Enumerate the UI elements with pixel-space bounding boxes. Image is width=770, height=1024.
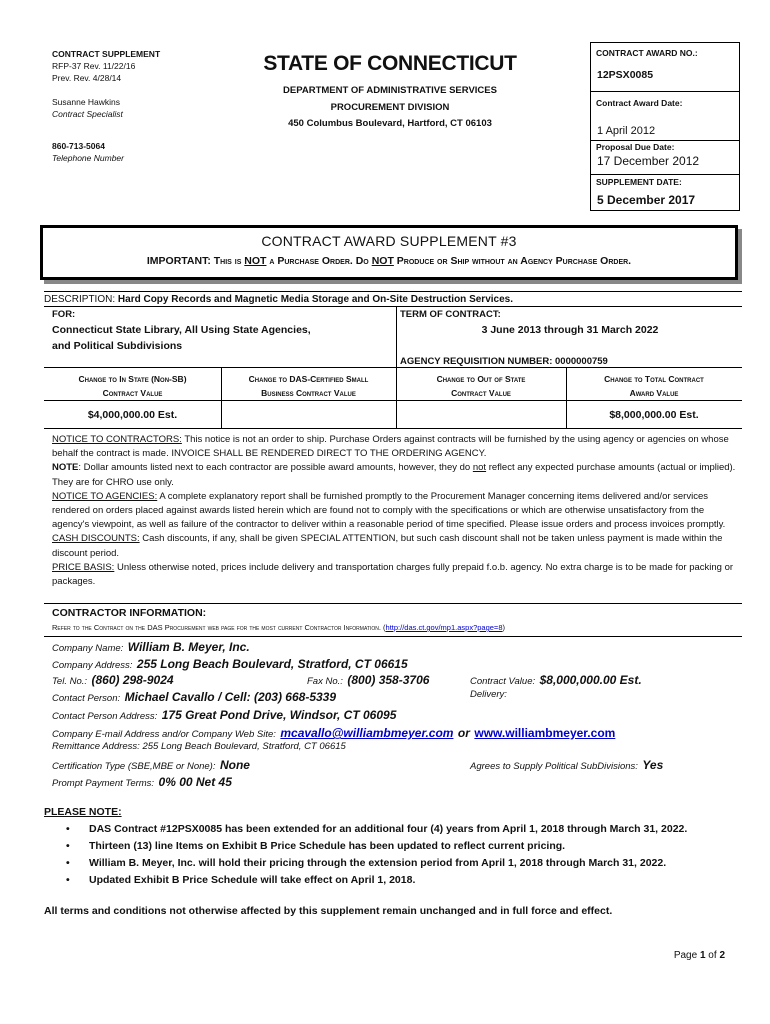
- company-address: 255 Long Beach Boulevard, Stratford, CT 06615: [136, 657, 408, 671]
- form-prev-revision: Prev. Rev. 4/28/14: [52, 73, 122, 83]
- contractor-info-reference: Refer to the Contract on the DAS Procurement web page for the most current Contractor Information. (http://das.ct.gov/mp1.aspx?page=8): [52, 623, 505, 632]
- delivery-label: Delivery:: [470, 689, 507, 700]
- note: NOTE: Dollar amounts listed next to each contractor are possible award amounts, however, they do not reflect any expected purchase amounts (actual or implied). They are for CHRO use only.: [52, 462, 736, 488]
- requisition-number: AGENCY REQUISITION NUMBER: 0000000759: [400, 356, 608, 367]
- division-name: PROCUREMENT DIVISION: [330, 102, 450, 113]
- political-subdivisions: Yes: [642, 758, 664, 772]
- prompt-payment-row: Prompt Payment Terms: 0% 00 Net 45: [52, 775, 232, 789]
- cash-discounts: CASH DISCOUNTS: Cash discounts, if any, shall be given SPECIAL ATTENTION, but such cash discount shall not be taken unless payment is made within the discount period.: [52, 533, 723, 559]
- closing-statement: All terms and conditions not otherwise affected by this supplement remain unchanged and in full force and effect.: [44, 905, 613, 917]
- department-address: 450 Columbus Boulevard, Hartford, CT 06103: [288, 118, 492, 129]
- please-note-item: • William B. Meyer, Inc. will hold their pricing through the extension period from April 1, 2018 through March 31, 2022.: [44, 855, 744, 872]
- contact-address-row: Contact Person Address: 175 Great Pond Drive, Windsor, CT 06095: [52, 708, 397, 722]
- award-date-label: Contract Award Date:: [596, 98, 683, 108]
- supplement-date-box: [590, 174, 740, 211]
- form-title: CONTRACT SUPPLEMENT: [52, 49, 161, 59]
- important-suffix: Produce or Ship without an Agency Purchase Order.: [393, 255, 632, 267]
- fax-row: Fax No.: (800) 358-3706: [307, 673, 430, 687]
- important-not-2: NOT: [371, 255, 394, 267]
- please-note-section: [44, 806, 744, 917]
- in-state-value-header: Change to In State (Non-SB) Contract Value: [78, 374, 187, 398]
- supplement-date-label: SUPPLEMENT DATE:: [596, 177, 682, 187]
- award-number-label: CONTRACT AWARD NO.:: [596, 48, 698, 58]
- state-title: STATE OF CONNECTICUT: [263, 52, 517, 75]
- certification-row: Certification Type (SBE,MBE or None): None: [52, 758, 250, 772]
- please-note-heading: PLEASE NOTE:: [44, 806, 122, 818]
- header-center: [240, 50, 540, 131]
- award-date: 1 April 2012: [597, 125, 656, 137]
- price-basis: PRICE BASIS: Unless otherwise noted, prices include delivery and transportation charges fully prepaid f.o.b. agency. No extra charge is to be made for packing or packages.: [52, 561, 734, 588]
- supplement-banner: [40, 225, 738, 280]
- remittance-address: Remittance Address: 255 Long Beach Boulevard, Stratford, CT 06615: [52, 741, 346, 752]
- telephone-label: Telephone Number: [52, 153, 124, 163]
- description-label: DESCRIPTION:: [44, 294, 116, 305]
- important-not-1: NOT: [244, 255, 267, 267]
- notice-to-agencies: NOTICE TO AGENCIES: A complete explanatory report shall be furnished promptly to the Procurement Manager concerning items delivered and/or services rendered on orders placed against awards listed herein which are found not to comply with the specifications or which are otherwise unsatisfactory from the agency's viewpoint, as well as failure of the contractor to deliver within a reasonable period of time specified. Please issue orders and process invoices promptly.: [52, 490, 726, 531]
- company-address-row: Company Address: 255 Long Beach Boulevard, Stratford, CT 06615: [52, 657, 408, 671]
- description: [44, 294, 742, 305]
- contact-address: 175 Great Pond Drive, Windsor, CT 06095: [161, 708, 397, 722]
- proposal-due-date: 17 December 2012: [597, 154, 700, 168]
- company-website-link[interactable]: www.williambmeyer.com: [474, 726, 616, 740]
- notice-to-contractors: NOTICE TO CONTRACTORS: This notice is not an order to ship. Purchase Orders against contracts will be furnished by the using agency or agencies on whose behalf the contract is made. INVOICE SHALL BE RENDERED DIRECT TO THE ORDERING AGENCY.: [52, 434, 729, 460]
- header-left: [52, 48, 222, 164]
- company-name: William B. Meyer, Inc.: [127, 640, 250, 654]
- for-text-line-2: and Political Subdivisions: [52, 340, 183, 352]
- term-text: 3 June 2013 through 31 March 2022: [481, 324, 659, 336]
- description-text: Hard Copy Records and Magnetic Media Storage and On-Site Destruction Services.: [117, 294, 513, 305]
- supplement-date: 5 December 2017: [597, 193, 696, 207]
- in-state-value: $4,000,000.00 Est.: [87, 409, 178, 421]
- contact-person: Michael Cavallo / Cell: (203) 668-5339: [124, 690, 337, 704]
- please-note-item: • Thirteen (13) line Items on Exhibit B Price Schedule has been updated to reflect current pricing.: [44, 838, 744, 855]
- contractor-details: [52, 638, 742, 788]
- please-note-list: [44, 821, 744, 889]
- important-mid: a Purchase Order. Do: [266, 255, 372, 267]
- company-telephone: (860) 298-9024: [91, 673, 174, 687]
- proposal-due-box: [590, 140, 740, 175]
- out-of-state-value-header: Change to Out of State Contract Value: [436, 374, 526, 398]
- contract-value: $8,000,000.00 Est.: [539, 673, 642, 687]
- telephone-number: 860-713-5064: [52, 141, 105, 151]
- term-label: TERM OF CONTRACT:: [400, 309, 501, 320]
- values-table: [44, 368, 742, 429]
- for-term-row: [44, 306, 742, 368]
- certification-type: None: [219, 758, 250, 772]
- for-term-divider: [396, 307, 397, 369]
- supplement-title: CONTRACT AWARD SUPPLEMENT #3: [261, 233, 517, 249]
- das-procurement-link[interactable]: http://das.ct.gov/mp1.aspx?page=8: [385, 623, 503, 632]
- important-prefix: IMPORTANT: This is: [146, 255, 245, 267]
- contact-person-row: Contact Person: Michael Cavallo / Cell: (203) 668-5339: [52, 690, 337, 704]
- please-note-item: • Updated Exhibit B Price Schedule will take effect on April 1, 2018.: [44, 872, 744, 889]
- page-number: Page 1 of 2: [673, 950, 725, 961]
- department-name: DEPARTMENT OF ADMINISTRATIVE SERVICES: [283, 85, 497, 96]
- email-website-row: Company E-mail Address and/or Company Web Site: mcavallo@williambmeyer.com or www.williambmeyer.com: [52, 726, 616, 740]
- description-row: [44, 291, 742, 305]
- contract-value-row: Contract Value: $8,000,000.00 Est.: [470, 673, 642, 687]
- form-revision: RFP-37 Rev. 11/22/16: [52, 61, 136, 71]
- notices-section: [52, 433, 738, 589]
- company-name-row: Company Name: William B. Meyer, Inc.: [52, 640, 250, 654]
- award-number: 12PSX0085: [597, 69, 654, 81]
- award-number-box: [590, 42, 740, 92]
- company-email-link[interactable]: mcavallo@williambmeyer.com: [280, 726, 454, 740]
- telephone-row: Tel. No.: (860) 298-9024: [52, 673, 174, 687]
- contractor-info-header: [44, 603, 742, 637]
- total-award-value: $8,000,000.00 Est.: [609, 409, 699, 421]
- current-page: 1: [699, 950, 706, 961]
- for-label: FOR:: [52, 309, 76, 320]
- proposal-due-label: Proposal Due Date:: [596, 142, 675, 152]
- prompt-payment-terms: 0% 00 Net 45: [158, 775, 232, 789]
- please-note-item: • DAS Contract #12PSX0085 has been extended for an additional four (4) years from April 1, 2018 through March 31, 2022.: [44, 821, 744, 838]
- award-date-box: [590, 91, 740, 141]
- for-text-line-1: Connecticut State Library, All Using State Agencies,: [52, 324, 311, 336]
- important-notice: [43, 255, 735, 267]
- specialist-role: Contract Specialist: [52, 109, 123, 119]
- small-business-value-header: Change to DAS-Certified Small Business Contract Value: [248, 374, 369, 398]
- contractor-info-heading: CONTRACTOR INFORMATION:: [52, 607, 207, 619]
- specialist-name: Susanne Hawkins: [52, 97, 121, 107]
- political-subdivisions-row: Agrees to Supply Political SubDivisions: Yes: [470, 758, 664, 772]
- total-award-value-header: Change to Total Contract Award Value: [604, 374, 704, 398]
- total-pages: 2: [719, 950, 725, 961]
- company-fax: (800) 358-3706: [347, 673, 430, 687]
